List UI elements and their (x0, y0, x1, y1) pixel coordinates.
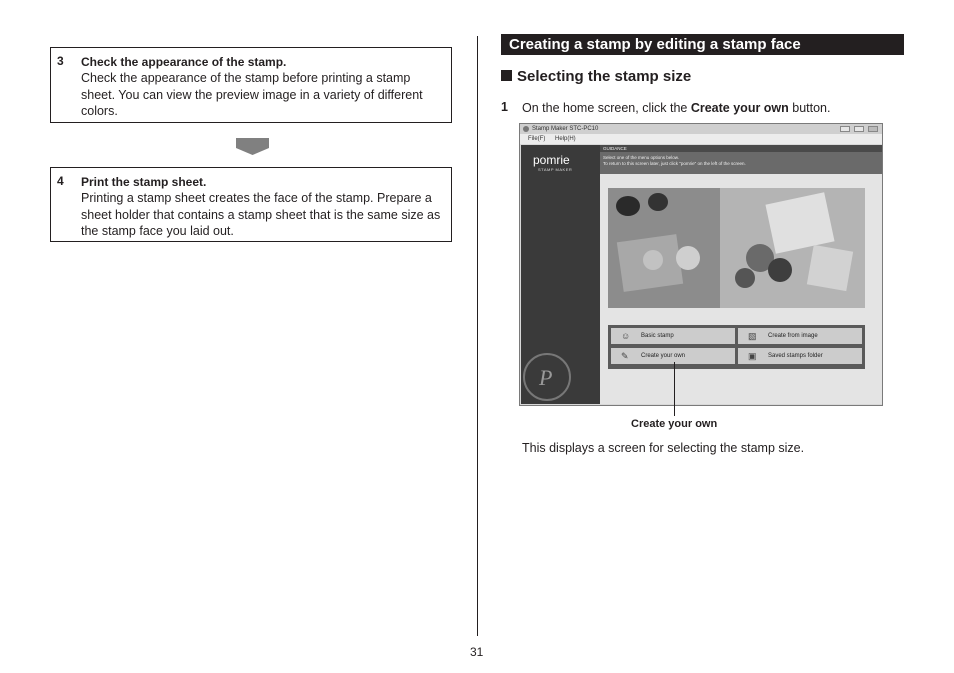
page-number: 31 (470, 645, 484, 659)
callout-label: Create your own (631, 418, 718, 430)
create-your-own-label: Create your own (641, 353, 686, 359)
bird-icon: ✎ (621, 351, 629, 361)
menu-bar (520, 134, 882, 144)
logo-subtitle: STAMP MAKER (538, 167, 573, 172)
flowers-art-icon (720, 188, 865, 308)
close-icon[interactable] (868, 126, 878, 132)
subheading (501, 68, 691, 85)
step-3-title: Check the appearance of the stamp. (81, 55, 287, 69)
saved-stamps-folder-button[interactable] (738, 348, 862, 364)
collage-art-icon (608, 188, 720, 308)
minimize-icon[interactable] (840, 126, 850, 132)
sample-stamps-photo (608, 188, 865, 308)
guidance-text (600, 152, 882, 174)
menu-button-panel (608, 325, 865, 369)
step-1-text-before: On the home screen, click the (522, 101, 691, 115)
result-text: This displays a screen for selecting the stamp size. (522, 441, 805, 455)
step-1-text (522, 101, 830, 115)
app-screenshot (519, 123, 883, 406)
create-your-own-button[interactable] (611, 348, 735, 364)
window-title: Stamp Maker STC-PC10 (532, 126, 599, 132)
step-3-number: 3 (57, 54, 64, 68)
create-from-image-label: Create from image (768, 333, 818, 339)
guidance-line-2: To return to this screen later, just click "pomrie" on the left of the screen. (603, 161, 746, 166)
step-4-title: Print the stamp sheet. (81, 175, 207, 189)
app-main-area (600, 145, 882, 404)
pomrie-logo[interactable]: pomrie (533, 153, 570, 167)
square-bullet-icon (501, 70, 512, 81)
step-3-box (50, 47, 452, 123)
step-1-bold: Create your own (690, 101, 789, 115)
smiley-icon: ☺ (621, 331, 631, 341)
step-3-body: Check the appearance of the stamp before printing a stamp sheet. You can view the preview image in a variety of different colors. (81, 71, 423, 118)
briefcase-icon: ▣ (748, 351, 757, 361)
step-1-number: 1 (501, 100, 508, 114)
window-titlebar (520, 124, 882, 134)
section-title: Creating a stamp by editing a stamp face (501, 34, 904, 55)
photo-right-flowers (720, 188, 865, 308)
photo-left-collage (608, 188, 720, 308)
column-divider (477, 36, 478, 636)
callout-line (674, 362, 675, 416)
create-from-image-button[interactable] (738, 328, 862, 344)
guidance-line-1: Select one of the menu options below. (603, 155, 680, 160)
step-4-box (50, 167, 452, 242)
menu-help[interactable]: Help(H) (555, 136, 576, 142)
guidance-heading: GUIDANCE (600, 145, 882, 152)
maximize-icon[interactable] (854, 126, 864, 132)
menu-file[interactable]: File(F) (528, 136, 546, 142)
basic-stamp-button[interactable] (611, 328, 735, 344)
stamp-maker-seal-icon: P (523, 353, 571, 401)
image-icon: ▧ (748, 331, 757, 341)
step-4-body: Printing a stamp sheet creates the face of the stamp. Prepare a sheet holder that contains a stamp sheet that is the same size as the stamp face you laid out. (81, 191, 441, 238)
saved-stamps-folder-label: Saved stamps folder (768, 353, 823, 359)
step-1-text-after: button. (788, 101, 831, 115)
app-icon (523, 126, 529, 132)
subheading-text: Selecting the stamp size (517, 68, 692, 85)
app-sidebar (521, 145, 600, 404)
step-4-number: 4 (57, 174, 64, 188)
down-arrow-icon (236, 138, 269, 155)
basic-stamp-label: Basic stamp (641, 333, 674, 339)
